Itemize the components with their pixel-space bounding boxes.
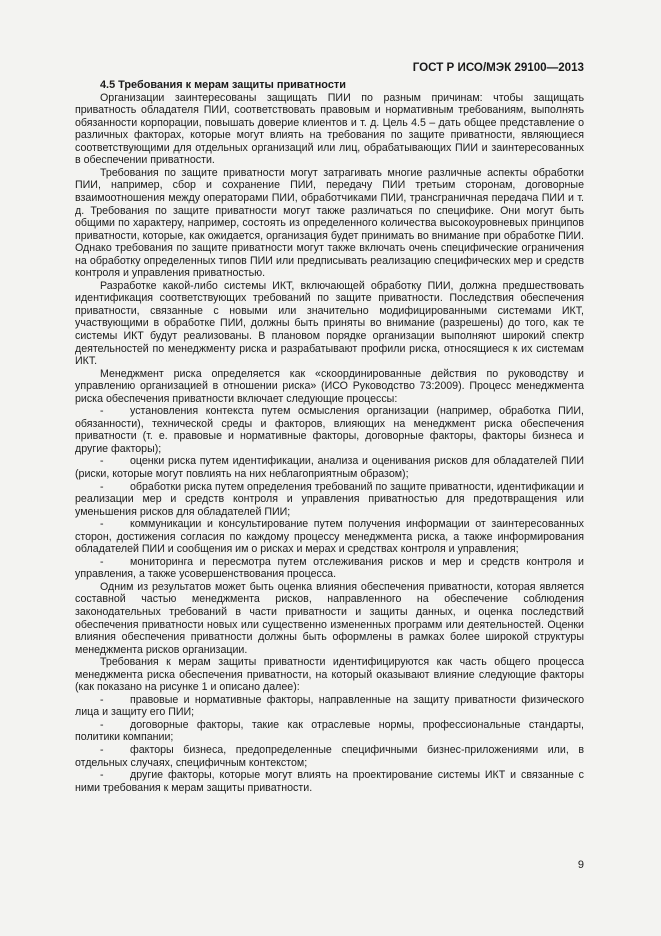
list-item [75, 719, 584, 744]
paragraph: Требования к мерам защиты приватности идентифицируются как часть общего процесса менеджмента риска обеспечения приватности, на который оказывают влияние следующие факторы (как показано на рисунке 1 и описано далее): [75, 656, 584, 694]
list-bullet-dash: - [100, 744, 104, 757]
list-item-text: коммуникации и консультирование путем получения информации от заинтересованных сторон, достижения согласия по каждому процессу менеджмента риска, а также информирования обладателей ПИИ и сообщения им о рисках и мерах и средствах контроля и управления; [75, 518, 584, 556]
list-item [75, 455, 584, 480]
list-item-text: другие факторы, которые могут влиять на проектирование системы ИКТ и связанные с ними требования к мерам защиты приватности. [75, 769, 584, 794]
list-item-text: обработки риска путем определения требований по защите приватности, идентификации и реализации мер и средств контроля и управления приватностью для предотвращения или уменьшения рисков для обладателей ПИИ; [75, 480, 584, 518]
list-bullet-dash: - [100, 405, 104, 418]
list-bullet-dash: - [100, 555, 104, 568]
list-item [75, 769, 584, 794]
list-item-text: оценки риска путем идентификации, анализа и оценивания рисков для обладателей ПИИ (риски, которые могут повлиять на них неблагоприятным образом); [75, 455, 584, 480]
paragraph: Разработке какой-либо системы ИКТ, включающей обработку ПИИ, должна предшествовать идентификация соответствующих требований по защите приватности. Последствия обеспечения приватности, связанные с новыми или значительно модифицированными системами ИКТ, участвующими в обработке ПИИ, должны быть приняты во внимание (разрешены) до того, как те системы ИКТ будут реализованы. В плановом порядке организации выполняют широкий спектр деятельностей по менеджменту риска и разрабатывают профили риска, относящиеся к их системам ИКТ. [75, 279, 584, 368]
list-item [75, 744, 584, 769]
document-id-header: ГОСТ Р ИСО/МЭК 29100—2013 [412, 61, 584, 74]
list-item [75, 518, 584, 556]
section-title: 4.5 Требования к мерам защиты приватности [100, 79, 346, 91]
list-bullet-dash: - [100, 518, 104, 531]
page-number: 9 [577, 859, 584, 871]
list-item-text: установления контекста путем осмысления организации (например, обработка ПИИ, обязанности), технической среды и факторов, влияющих на менеджмент риска обеспечения приватности (т. е. правовые и нормативные факторы, договорные факторы, факторы бизнеса и другие факторы); [75, 405, 584, 455]
list-bullet-dash: - [100, 718, 104, 731]
list-item-text: правовые и нормативные факторы, направленные на защиту приватности физического лица и защиту его ПИИ; [75, 693, 584, 719]
list-bullet-dash: - [100, 769, 104, 782]
list-bullet-dash: - [100, 693, 104, 706]
section-body [75, 92, 584, 795]
list-item [75, 481, 584, 519]
paragraph: Одним из результатов может быть оценка влияния обеспечения приватности, которая является составной частью менеджмента рисков, направленного на обеспечение соблюдения законодательных требований в части приватности и защиты данных, и оценка последствий обеспечения приватности новых или существенно измененных программ или деятельностей. Оценки влияния обеспечения приватности должны быть оформлены в рамках более широкой структуры менеджмента рисков организации. [75, 580, 584, 656]
list-bullet-dash: - [100, 480, 104, 493]
list-item-text: факторы бизнеса, предопределенные специфичными бизнес-приложениями или, в отдельных случаях, специфичным контекстом; [75, 744, 584, 769]
list-bullet-dash: - [100, 455, 104, 468]
list-item [75, 556, 584, 581]
list-item-text: договорные факторы, такие как отраслевые нормы, профессиональные стандарты, политики компании; [75, 718, 584, 744]
paragraph: Требования по защите приватности могут затрагивать многие различные аспекты обработки ПИИ, например, сбор и сохранение ПИИ, передачу ПИИ третьим сторонам, договорные взаимоотношения между операторами ПИИ, обработчиками ПИИ, трансграничная передача ПИИ и т. д. Требования по защите приватности могут также различаться по специфике. Они могут быть общими по характеру, например, состоять из определенного количества высокоуровневых принципов приватности, которые, как ожидается, организация будет принимать во внимание при обработке ПИИ. Однако требования по защите приватности могут также включать очень специфические ограничения на обработку определенных типов ПИИ или предписывать реализацию специфических мер и средств контроля и управления приватностью. [75, 166, 584, 280]
list-item [75, 694, 584, 719]
section-content [75, 79, 584, 794]
list-item-text: мониторинга и пересмотра путем отслеживания рисков и мер и средств контроля и управления, а также усовершенствования процесса. [75, 555, 584, 581]
paragraph: Организации заинтересованы защищать ПИИ по разным причинам: чтобы защищать приватность обладателя ПИИ, соответствовать правовым и нормативным требованиям, выполнять обязанности корпорации, повышать доверие клиентов и т. д. Цель 4.5 – дать общее представление о различных факторах, которые могут влиять на требования по защите приватности, являющиеся соответствующими для отдельных организаций или лиц, обрабатывающих ПИИ и заинтересованных в обеспечении приватности. [75, 91, 584, 167]
list-item [75, 405, 584, 455]
paragraph: Менеджмент риска определяется как «скоординированные действия по руководству и управлению организацией в отношении риска» (ИСО Руководство 73:2009). Процесс менеджмента риска обеспечения приватности включает следующие процессы: [75, 367, 584, 405]
